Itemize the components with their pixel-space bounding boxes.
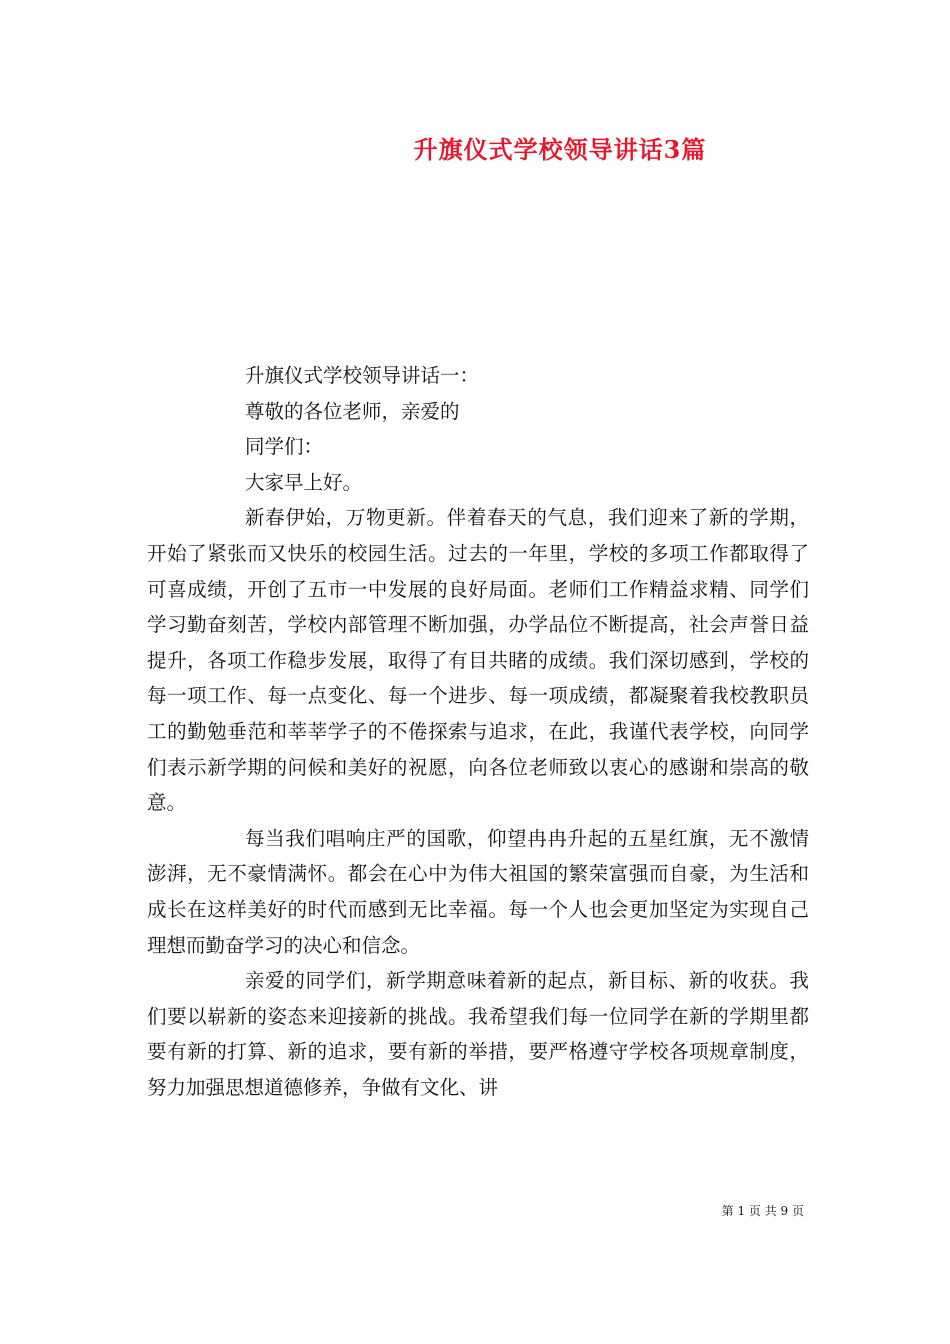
body-paragraph: 亲爱的同学们，新学期意味着新的起点，新目标、新的收获。我们要以崭新的姿态来迎接新的挑战。我希望我们每一位同学在新的学期里都要有新的打算、新的追求，要有新的举措，要严格遵守学校各项规章制度，努力加强思想道德修养，争做有文化、讲 bbox=[147, 969, 809, 1099]
greeting-line: 尊敬的各位老师，亲爱的 bbox=[245, 399, 460, 423]
page-number: 第 1 页 共 9 页 bbox=[721, 1204, 804, 1218]
document-body bbox=[147, 358, 809, 1105]
greeting-line: 大家早上好。 bbox=[245, 470, 363, 494]
body-paragraph: 每当我们唱响庄严的国歌，仰望冉冉升起的五星红旗，无不激情澎湃，无不豪情满怀。都会在心中为伟大祖国的繁荣富强而自豪，为生活和成长在这样美好的时代而感到无比幸福。每一个人也会更加坚定为实现自己理想而勤奋学习的决心和信念。 bbox=[147, 826, 809, 957]
section-heading: 升旗仪式学校领导讲话一： bbox=[245, 364, 480, 387]
greeting-line: 同学们： bbox=[245, 435, 324, 459]
body-paragraph: 新春伊始，万物更新。伴着春天的气息，我们迎来了新的学期，开始了紧张而又快乐的校园生活。过去的一年里，学校的多项工作都取得了可喜成绩，开创了五市一中发展的良好局面。老师们工作精益求精、同学们学习勤奋刻苦，学校内部管理不断加强，办学品位不断提高，社会声誉日益提升，各项工作稳步发展，取得了有目共睹的成绩。我们深切感到，学校的每一项工作、每一点变化、每一个进步、每一项成绩，都凝聚着我校教职员工的勤勉垂范和莘莘学子的不倦探索与追求，在此，我谨代表学校，向同学们表示新学期的问候和美好的祝愿，向各位老师致以衷心的感谢和崇高的敬意。 bbox=[147, 506, 809, 815]
document-title: 升旗仪式学校领导讲话3篇 bbox=[413, 135, 707, 164]
